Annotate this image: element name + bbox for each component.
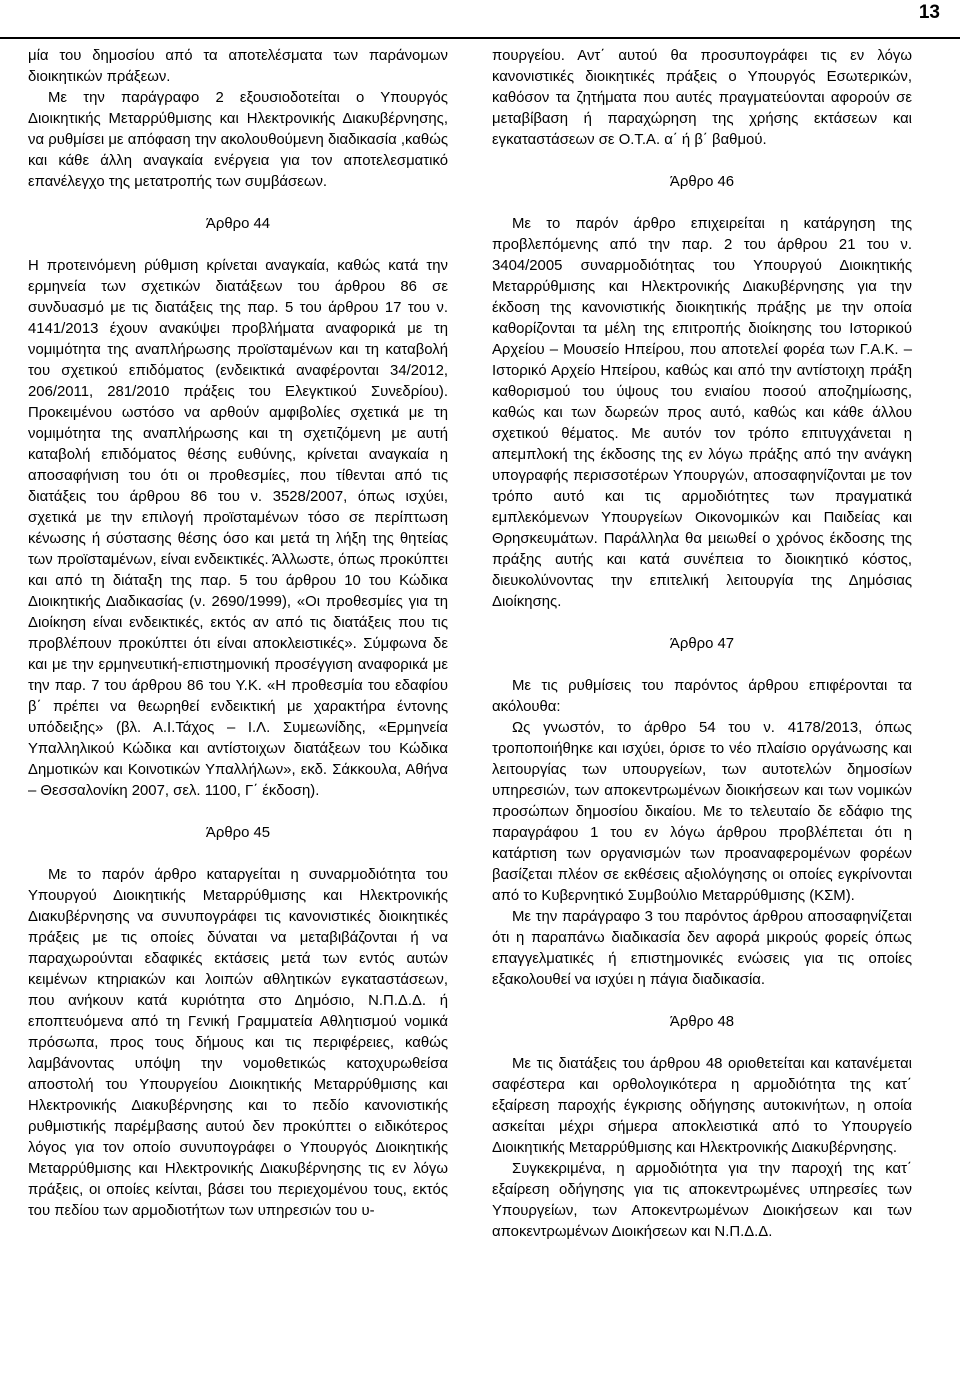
paragraph: πουργείου. Αντ΄ αυτού θα προσυπογράφει τις εν λόγω κανονιστικές διοικητικές πράξεις ο Υπουργός Εσωτερικών, καθόσον τα ζητήματα που αυτές πραγματεύονται αφορούν σε μεταβίβαση ή παραχώρηση της χρήσης εκτάσεων και εγκαταστάσεων σε Ο.Τ.Α. α΄ ή β΄ βαθμού.: [492, 48, 912, 148]
article-heading-47: Άρθρο 47: [669, 636, 735, 652]
paragraph: μία του δημοσίου από τα αποτελέσματα των παράνομων διοικητικών πράξεων.: [28, 48, 448, 85]
paragraph: Ως γνωστόν, το άρθρο 54 του ν. 4178/2013, όπως τροποποιήθηκε και ισχύει, όρισε το νέο πλαίσιο οργάνωσης και λειτουργίας των υπουργείων, των αυτοτελών δημοσίων υπηρεσιών, των αποκεντρωμένων διοικήσεων και των νομικών προσώπων δημοσίου δικαίου. Με το τελευταίο δε εδάφιο της παραγράφου 1 του εν λόγω άρθρου προβλέπεται ότι η κατάρτιση των οργανισμών των προαναφερομένων φορέων βασίζεται πλέον σε εκθέσεις αξιολόγησης οι οποίες εγκρίνονται από το Κυβερνητικό Συμβούλιο Μεταρρύθμισης (ΚΣΜ).: [492, 720, 912, 904]
paragraph: Με την παράγραφο 3 του παρόντος άρθρου αποσαφηνίζεται ότι η παραπάνω διαδικασία δεν αφορά μικρούς φορείς όπως επαγγελματικές ή επιστημονικές ενώσεις για τις οποίες εξακολουθεί να ισχύει η πάγια διαδικασία.: [492, 909, 912, 988]
header-rule: [0, 37, 960, 39]
right-column: [492, 46, 912, 1243]
paragraph: Με την παράγραφο 2 εξουσιοδοτείται ο Υπουργός Διοικητικής Μεταρρύθμισης και Ηλεκτρονικής Διακυβέρνησης, να ρυθμίσει με απόφαση την ακολουθούμενη διαδικασία ,καθώς και κάθε άλλη αναγκαία ενέργεια για τον αποτελεσματικό επανέλεγχο της μετατροπής των συμβάσεων.: [28, 90, 448, 190]
left-column: [28, 46, 448, 1222]
paragraph: Η προτεινόμενη ρύθμιση κρίνεται αναγκαία, καθώς κατά την ερμηνεία των σχετικών διατάξεων του άρθρου 86 σε συνδυασμό με τις διατάξεις της παρ. 5 του άρθρου 17 του ν. 4141/2013 έχουν ανακύψει προβλήματα αναφορικά με τη νομιμότητα της αναπλήρωσης προϊσταμένων και τη καταβολή του σχετικού επιδόματος (ενδεικτικά αναφέρονται 34/2012, 206/2011, 281/2010 πράξεις του Ελεγκτικού Συνεδρίου). Προκειμένου ωστόσο να αρθούν αμφιβολίες σχετικά με τη νομιμότητα της αναπλήρωσης και τη σχετιζόμενη με αυτή καταβολή επιδόματος θέσης ευθύνης, κρίνεται αναγκαία η αποσαφήνιση του ότι οι προθεσμίες, που τίθενται από τις διατάξεις του άρθρου 86 του ν. 3528/2007, όπως ισχύει, σχετικά με την επιλογή προϊσταμένων τόσο σε περίπτωση κένωσης ή σύστασης θέσης όσο και μετά τη λήξη της θητείας των προϊσταμένων, είναι ενδεικτικές. Άλλωστε, όπως προκύπτει και από τη διάταξη της παρ. 5 του άρθρου 10 του Κώδικα Διοικητικής Διαδικασίας (ν. 2690/1999), «Οι προθεσμίες για τη Διοίκηση είναι ενδεικτικές, εκτός αν από τις διατάξεις που τις προβλέπουν προκύπτει ότι είναι αποκλειστικές». Σύμφωνα δε και με την ερμηνευτική-επιστημονική προσέγγιση αναφορικά με την παρ. 7 του άρθρου 86 του Υ.Κ. «Η προθεσμία του εδαφίου β΄ πρέπει να θεωρηθεί ενδεικτική με χαρακτήρα έντονης υπόδειξης» (βλ. Α.Ι.Τάχος – Ι.Λ. Συμεωνίδης, «Ερμηνεία Υπαλληλικού Κώδικα και αντίστοιχων διατάξεων του Κώδικα Δημοτικών και Κοινοτικών Υπαλλήλων», εκδ. Σάκκουλα, Αθήνα – Θεσσαλονίκη 2007, σελ. 1100, Γ΄ έκδοση).: [28, 258, 448, 799]
paragraph: Συγκεκριμένα, η αρμοδιότητα για την παροχή της κατ΄ εξαίρεση οδήγησης για τις αποκεντρωμένες υπηρεσίες των Υπουργείων, των Αποκεντρωμένων Διοικήσεων και των αποκεντρωμένων Διοικήσεων και Ν.Π.Δ.Δ.: [492, 1161, 912, 1240]
article-heading-44: Άρθρο 44: [205, 216, 271, 232]
page-number: 13: [918, 2, 940, 23]
paragraph: Με τις διατάξεις του άρθρου 48 οριοθετείται και κατανέμεται σαφέστερα και ορθολογικότερα η αρμοδιότητα της κατ΄ εξαίρεση παροχής έγκρισης οδήγησης αυτοκινήτων, η οποία ασκείται μέχρι σήμερα αποκλειστικά από το Υπουργείο Διοικητικής Μεταρρύθμισης και Ηλεκτρονικής Διακυβέρνησης.: [492, 1056, 912, 1156]
article-heading-48: Άρθρο 48: [669, 1014, 735, 1030]
paragraph: Με τις ρυθμίσεις του παρόντος άρθρου επιφέρονται τα ακόλουθα:: [492, 678, 912, 715]
paragraph: Με το παρόν άρθρο καταργείται η συναρμοδιότητα του Υπουργού Διοικητικής Μεταρρύθμισης και Ηλεκτρονικής Διακυβέρνησης να συνυπογράφει τις κανονιστικές διοικητικές πράξεις με τις οποίες δύναται να μεταβιβάζονται ή να παραχωρούνται εδαφικές εκτάσεις μετά των εντός αυτών κειμένων κτηριακών και λοιπών αθλητικών εγκαταστάσεων, που ανήκουν κατά κυριότητα στο Δημόσιο, Ν.Π.Δ.Δ. ή εποπτευόμενα από τη Γενική Γραμματεία Αθλητισμού νομικά πρόσωπα, προς τους δήμους και τις περιφέρειες, καθώς λαμβάνοντας υπόψη την νομοθετικώς κατοχυρωθείσα αποστολή του Υπουργείου Διοικητικής Μεταρρύθμισης και Ηλεκτρονικής Διακυβέρνησης και το πεδίο κανονιστικής ρυθμιστικής παρέμβασης αυτού δεν προκύπτει ο ειδικότερος λόγος για τον οποίο συνυπογράφει ο Υπουργός Διοικητικής Μεταρρύθμισης και Ηλεκτρονικής Διακυβέρνησης τις εν λόγω πράξεις, οι οποίες κείνται, βάσει του περιεχομένου τους, εκτός του πεδίου των αρμοδιοτήτων των υπηρεσιών του υ-: [28, 867, 448, 1219]
article-heading-45: Άρθρο 45: [205, 825, 271, 841]
paragraph: Με το παρόν άρθρο επιχειρείται η κατάργηση της προβλεπόμενης από την παρ. 2 του άρθρου 21 του ν. 3404/2005 συναρμοδιότητας του Υπουργού Διοικητικής Μεταρρύθμισης και Ηλεκτρονικής Διακυβέρνησης για την έκδοση της κανονιστικής διοικητικής πράξης με την οποία καθορίζονται τα μέλη της επιτροπής διοίκησης του Ιστορικού Αρχείου – Μουσείο Ηπείρου, που αποτελεί φορέα των Γ.Α.Κ. – Ιστορικό Αρχείο Ηπείρου, καθώς και από την αντίστοιχη πράξη καθορισμού του ύψους του ενιαίου ποσού αποζημίωσης, καθώς και των δωρεών προς αυτό, καθώς και κάθε άλλου σχετικού θέματος. Με αυτόν τον τρόπο επιτυγχάνεται η απεμπλοκή της έκδοσης της εν λόγω πράξης από την ανάγκη υπογραφής περισσοτέρων Υπουργών, αποσαφηνίζονται με τον τρόπο αυτό και τις αρμοδιότητες των πραγματικά εμπλεκόμενων Υπουργείων Οικονομικών και Παιδείας και Θρησκευμάτων. Παράλληλα θα μειωθεί ο χρόνος έκδοσης της πράξης αυτής και κατά συνέπεια το διοικητικό κόστος, διευκολύνοντας την επιτελική λειτουργία της Δημόσιας Διοίκησης.: [492, 216, 912, 610]
article-heading-46: Άρθρο 46: [669, 174, 735, 190]
